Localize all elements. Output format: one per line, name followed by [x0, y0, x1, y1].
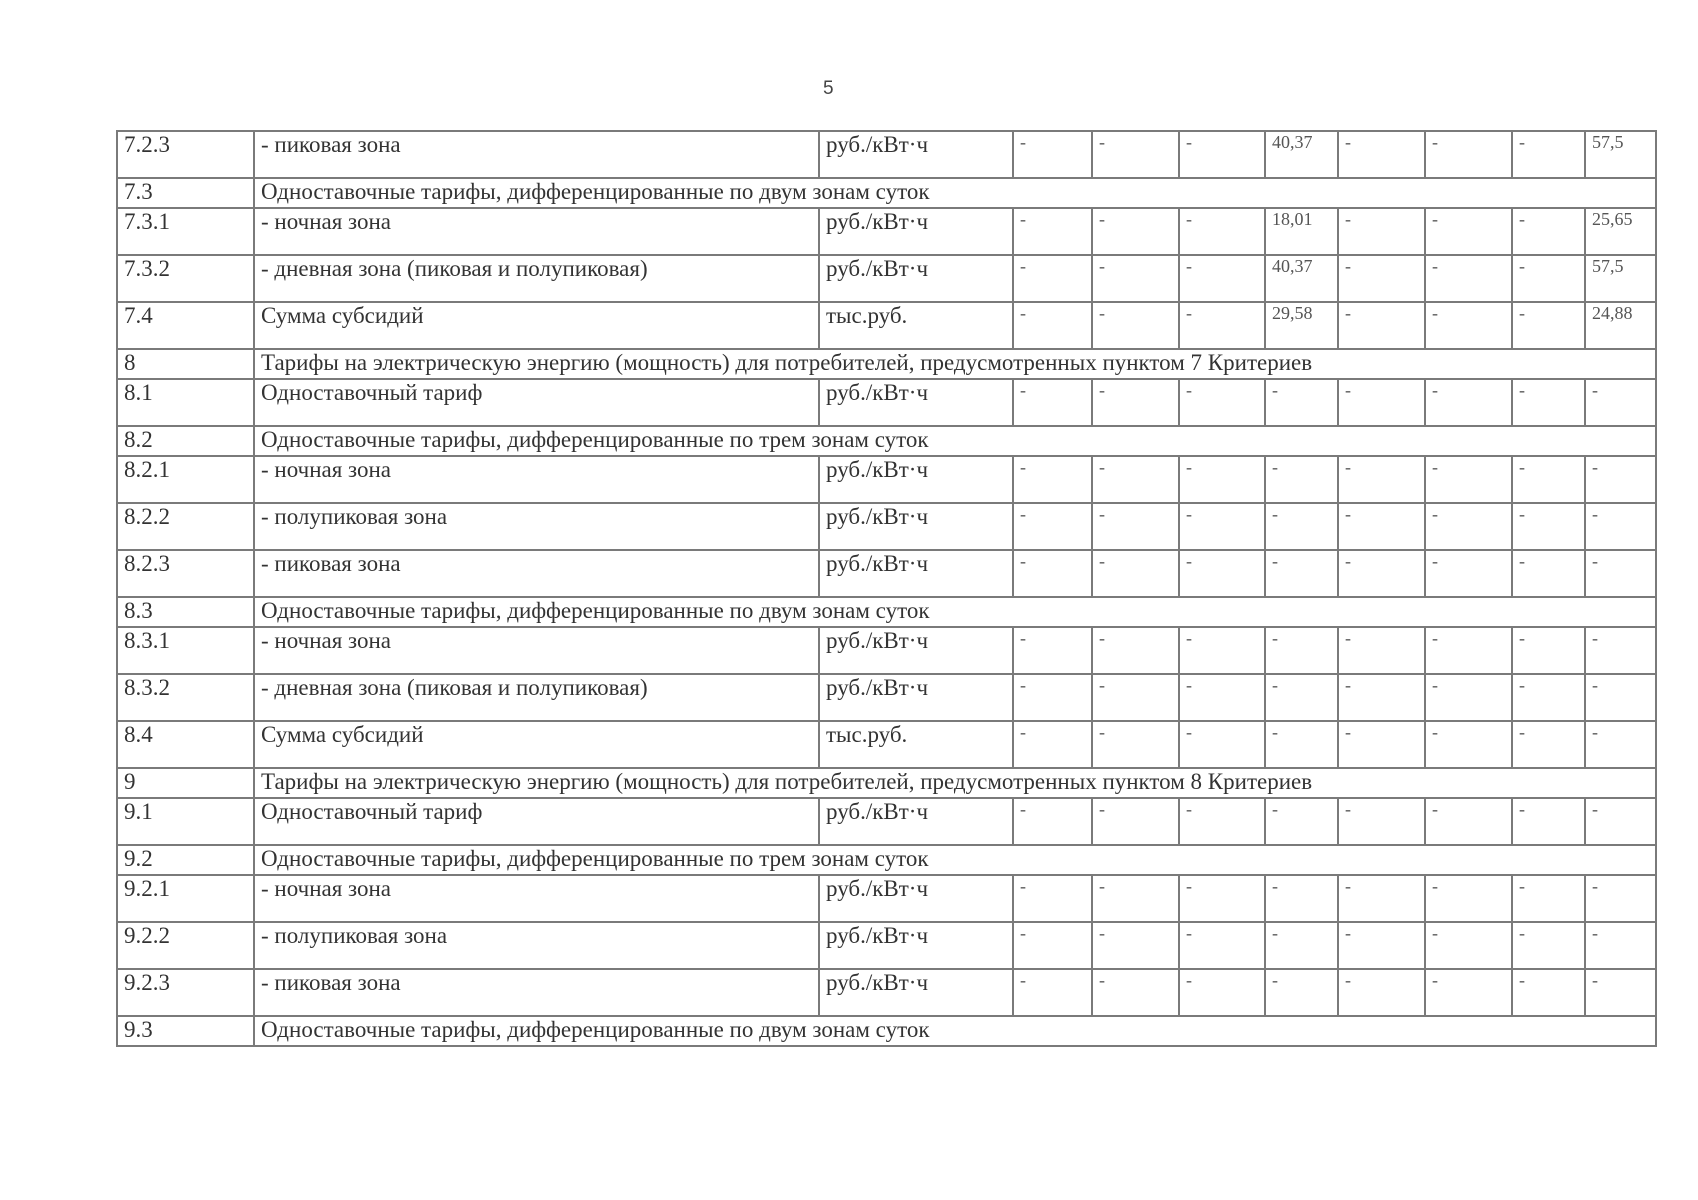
row-code: 7.3.1	[117, 208, 254, 255]
value-cell: -	[1512, 721, 1585, 768]
value-cell: -	[1512, 922, 1585, 969]
row-code: 8.2.1	[117, 456, 254, 503]
value-cell: -	[1179, 875, 1265, 922]
row-code: 9.2.1	[117, 875, 254, 922]
table-row	[117, 503, 1656, 550]
row-unit: руб./кВт·ч	[819, 674, 1013, 721]
value-cell: -	[1013, 503, 1092, 550]
row-code: 8.1	[117, 379, 254, 426]
row-code: 9.1	[117, 798, 254, 845]
value-cell: -	[1265, 922, 1338, 969]
section-row	[117, 1016, 1656, 1046]
section-title: Одноставочные тарифы, дифференцированные по трем зонам суток	[254, 426, 1656, 456]
value-cell: -	[1179, 379, 1265, 426]
value-cell: -	[1179, 674, 1265, 721]
value-cell: -	[1425, 674, 1512, 721]
value-cell: -	[1338, 674, 1425, 721]
row-unit: руб./кВт·ч	[819, 131, 1013, 178]
table-row	[117, 302, 1656, 349]
value-cell: -	[1179, 131, 1265, 178]
value-cell: -	[1338, 208, 1425, 255]
value-cell: -	[1265, 456, 1338, 503]
value-cell: -	[1179, 456, 1265, 503]
section-title: Одноставочные тарифы, дифференцированные по двум зонам суток	[254, 178, 1656, 208]
value-cell: -	[1013, 674, 1092, 721]
value-cell: -	[1585, 922, 1656, 969]
row-code: 8.2	[117, 426, 254, 456]
table-row	[117, 875, 1656, 922]
value-cell: -	[1338, 550, 1425, 597]
row-code: 8	[117, 349, 254, 379]
tariff-table	[116, 130, 1657, 1047]
section-row	[117, 845, 1656, 875]
value-cell: -	[1425, 302, 1512, 349]
value-cell: -	[1338, 302, 1425, 349]
value-cell: -	[1425, 550, 1512, 597]
row-unit: тыс.руб.	[819, 302, 1013, 349]
value-cell: -	[1179, 969, 1265, 1016]
row-name: - ночная зона	[254, 208, 819, 255]
row-name: - пиковая зона	[254, 969, 819, 1016]
value-cell: -	[1425, 379, 1512, 426]
value-cell: -	[1092, 131, 1179, 178]
row-unit: руб./кВт·ч	[819, 550, 1013, 597]
value-cell: -	[1092, 969, 1179, 1016]
row-unit: руб./кВт·ч	[819, 503, 1013, 550]
row-code: 9.3	[117, 1016, 254, 1046]
value-cell: -	[1338, 798, 1425, 845]
value-cell: -	[1512, 131, 1585, 178]
row-name: - дневная зона (пиковая и полупиковая)	[254, 255, 819, 302]
row-unit: руб./кВт·ч	[819, 875, 1013, 922]
value-cell: -	[1338, 627, 1425, 674]
value-cell: -	[1512, 969, 1585, 1016]
row-unit: руб./кВт·ч	[819, 627, 1013, 674]
row-name: Сумма субсидий	[254, 302, 819, 349]
value-cell: -	[1013, 379, 1092, 426]
row-code: 9.2.2	[117, 922, 254, 969]
table-row	[117, 208, 1656, 255]
value-cell: -	[1585, 550, 1656, 597]
section-title: Одноставочные тарифы, дифференцированные по трем зонам суток	[254, 845, 1656, 875]
row-unit: руб./кВт·ч	[819, 969, 1013, 1016]
value-cell: -	[1265, 875, 1338, 922]
value-cell: -	[1265, 550, 1338, 597]
value-cell: -	[1179, 627, 1265, 674]
value-cell: -	[1585, 969, 1656, 1016]
section-title: Тарифы на электрическую энергию (мощность) для потребителей, предусмотренных пунктом 7 Критериев	[254, 349, 1656, 379]
value-cell: -	[1179, 922, 1265, 969]
value-cell: -	[1013, 875, 1092, 922]
row-code: 8.3.1	[117, 627, 254, 674]
row-name: - пиковая зона	[254, 131, 819, 178]
value-cell: -	[1512, 627, 1585, 674]
value-cell: -	[1265, 379, 1338, 426]
value-cell: -	[1265, 503, 1338, 550]
row-code: 8.2.2	[117, 503, 254, 550]
row-name: - ночная зона	[254, 456, 819, 503]
table-row	[117, 255, 1656, 302]
value-cell: -	[1013, 798, 1092, 845]
value-cell: 57,5	[1585, 255, 1656, 302]
table-row	[117, 456, 1656, 503]
value-cell: -	[1512, 503, 1585, 550]
value-cell: -	[1013, 131, 1092, 178]
value-cell: -	[1585, 456, 1656, 503]
section-row	[117, 349, 1656, 379]
row-code: 8.2.3	[117, 550, 254, 597]
value-cell: -	[1425, 922, 1512, 969]
value-cell: -	[1092, 922, 1179, 969]
value-cell: 18,01	[1265, 208, 1338, 255]
row-name: - полупиковая зона	[254, 503, 819, 550]
value-cell: -	[1013, 456, 1092, 503]
value-cell: -	[1179, 550, 1265, 597]
value-cell: -	[1512, 379, 1585, 426]
value-cell: -	[1013, 208, 1092, 255]
value-cell: -	[1013, 255, 1092, 302]
row-name: Одноставочный тариф	[254, 379, 819, 426]
value-cell: -	[1092, 255, 1179, 302]
row-code: 9.2.3	[117, 969, 254, 1016]
section-row	[117, 768, 1656, 798]
value-cell: -	[1265, 721, 1338, 768]
row-unit: руб./кВт·ч	[819, 379, 1013, 426]
value-cell: -	[1425, 721, 1512, 768]
value-cell: -	[1179, 208, 1265, 255]
value-cell: -	[1512, 875, 1585, 922]
row-unit: руб./кВт·ч	[819, 208, 1013, 255]
value-cell: -	[1092, 798, 1179, 845]
table-row	[117, 379, 1656, 426]
value-cell: -	[1425, 255, 1512, 302]
value-cell: -	[1013, 721, 1092, 768]
table-row	[117, 131, 1656, 178]
row-code: 8.3.2	[117, 674, 254, 721]
value-cell: -	[1265, 674, 1338, 721]
value-cell: -	[1512, 456, 1585, 503]
value-cell: 57,5	[1585, 131, 1656, 178]
value-cell: -	[1265, 627, 1338, 674]
value-cell: 24,88	[1585, 302, 1656, 349]
value-cell: -	[1013, 302, 1092, 349]
value-cell: -	[1425, 969, 1512, 1016]
table-row	[117, 674, 1656, 721]
table-row	[117, 627, 1656, 674]
value-cell: -	[1092, 379, 1179, 426]
value-cell: -	[1425, 798, 1512, 845]
value-cell: -	[1425, 456, 1512, 503]
value-cell: -	[1338, 131, 1425, 178]
value-cell: -	[1179, 503, 1265, 550]
value-cell: -	[1338, 255, 1425, 302]
value-cell: -	[1092, 302, 1179, 349]
table-row	[117, 721, 1656, 768]
value-cell: -	[1013, 969, 1092, 1016]
value-cell: -	[1092, 550, 1179, 597]
row-code: 7.3	[117, 178, 254, 208]
section-title: Одноставочные тарифы, дифференцированные по двум зонам суток	[254, 1016, 1656, 1046]
value-cell: -	[1585, 379, 1656, 426]
value-cell: -	[1512, 550, 1585, 597]
value-cell: -	[1512, 255, 1585, 302]
value-cell: -	[1265, 798, 1338, 845]
value-cell: -	[1179, 721, 1265, 768]
value-cell: -	[1585, 503, 1656, 550]
row-code: 9.2	[117, 845, 254, 875]
table-row	[117, 922, 1656, 969]
value-cell: -	[1585, 798, 1656, 845]
value-cell: -	[1092, 456, 1179, 503]
row-name: Одноставочный тариф	[254, 798, 819, 845]
tariff-table-body	[117, 131, 1656, 1046]
table-row	[117, 550, 1656, 597]
row-unit: руб./кВт·ч	[819, 922, 1013, 969]
section-row	[117, 597, 1656, 627]
value-cell: -	[1585, 721, 1656, 768]
value-cell: -	[1092, 875, 1179, 922]
table-row	[117, 798, 1656, 845]
page-number: 5	[823, 78, 834, 99]
row-name: Сумма субсидий	[254, 721, 819, 768]
value-cell: 40,37	[1265, 131, 1338, 178]
value-cell: -	[1338, 503, 1425, 550]
row-code: 7.3.2	[117, 255, 254, 302]
value-cell: -	[1512, 208, 1585, 255]
value-cell: -	[1092, 503, 1179, 550]
value-cell: -	[1179, 798, 1265, 845]
value-cell: -	[1425, 875, 1512, 922]
value-cell: -	[1092, 627, 1179, 674]
table-row	[117, 969, 1656, 1016]
section-title: Тарифы на электрическую энергию (мощность) для потребителей, предусмотренных пунктом 8 Критериев	[254, 768, 1656, 798]
value-cell: -	[1013, 922, 1092, 969]
value-cell: -	[1425, 208, 1512, 255]
value-cell: -	[1013, 627, 1092, 674]
value-cell: -	[1338, 875, 1425, 922]
row-code: 7.2.3	[117, 131, 254, 178]
row-name: - пиковая зона	[254, 550, 819, 597]
value-cell: -	[1338, 379, 1425, 426]
value-cell: -	[1512, 674, 1585, 721]
row-unit: тыс.руб.	[819, 721, 1013, 768]
value-cell: -	[1585, 875, 1656, 922]
value-cell: -	[1338, 969, 1425, 1016]
value-cell: -	[1338, 922, 1425, 969]
value-cell: -	[1179, 302, 1265, 349]
value-cell: -	[1338, 456, 1425, 503]
value-cell: -	[1092, 674, 1179, 721]
value-cell: -	[1425, 627, 1512, 674]
section-row	[117, 178, 1656, 208]
value-cell: -	[1338, 721, 1425, 768]
row-unit: руб./кВт·ч	[819, 798, 1013, 845]
value-cell: -	[1265, 969, 1338, 1016]
row-unit: руб./кВт·ч	[819, 255, 1013, 302]
value-cell: -	[1013, 550, 1092, 597]
section-row	[117, 426, 1656, 456]
value-cell: 29,58	[1265, 302, 1338, 349]
row-name: - ночная зона	[254, 875, 819, 922]
value-cell: 40,37	[1265, 255, 1338, 302]
row-code: 8.4	[117, 721, 254, 768]
row-unit: руб./кВт·ч	[819, 456, 1013, 503]
row-name: - полупиковая зона	[254, 922, 819, 969]
value-cell: -	[1092, 208, 1179, 255]
row-code: 9	[117, 768, 254, 798]
value-cell: 25,65	[1585, 208, 1656, 255]
section-title: Одноставочные тарифы, дифференцированные по двум зонам суток	[254, 597, 1656, 627]
row-code: 8.3	[117, 597, 254, 627]
value-cell: -	[1425, 131, 1512, 178]
row-code: 7.4	[117, 302, 254, 349]
value-cell: -	[1585, 674, 1656, 721]
value-cell: -	[1092, 721, 1179, 768]
value-cell: -	[1585, 627, 1656, 674]
value-cell: -	[1512, 302, 1585, 349]
value-cell: -	[1425, 503, 1512, 550]
row-name: - ночная зона	[254, 627, 819, 674]
value-cell: -	[1512, 798, 1585, 845]
row-name: - дневная зона (пиковая и полупиковая)	[254, 674, 819, 721]
value-cell: -	[1179, 255, 1265, 302]
